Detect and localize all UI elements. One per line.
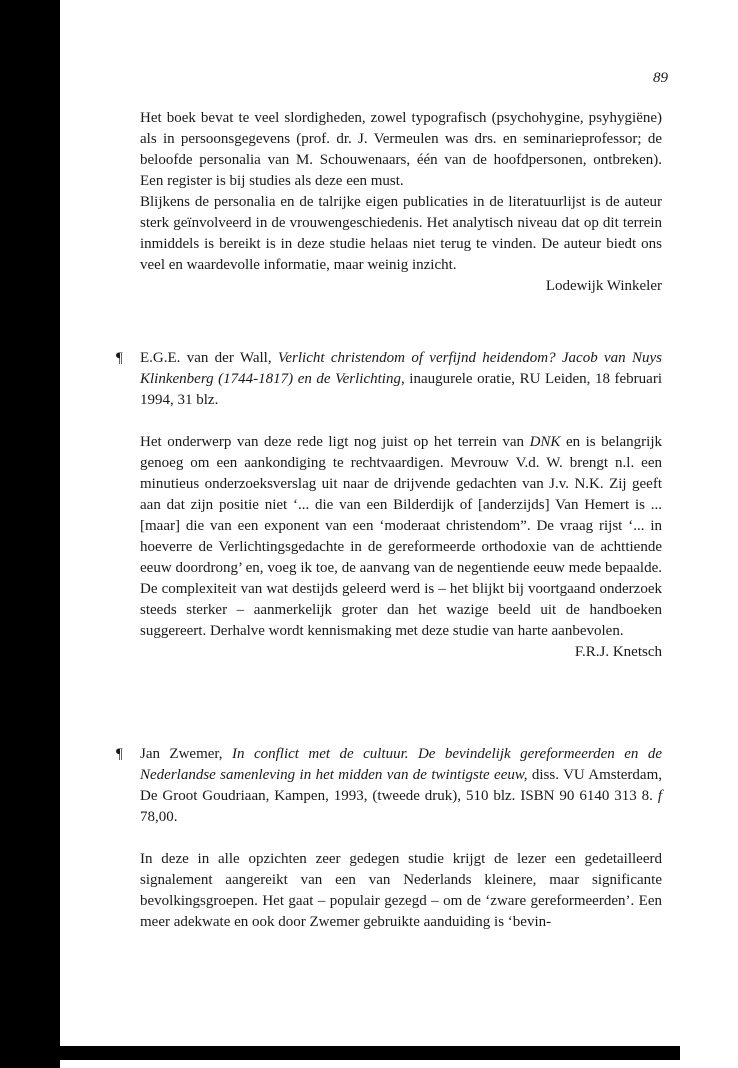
entry-details: diss. VU Amsterdam, De Groot Goudriaan, Kampen, 1993, (tweede druk), 510 blz. ISBN 90 6140 313 8.	[140, 767, 662, 804]
pilcrow-icon: ¶	[116, 350, 123, 366]
reviewer-signature: F.R.J. Knetsch	[574, 644, 662, 660]
scan-bottom-edge	[60, 1046, 680, 1060]
entry-van-der-wall	[116, 348, 662, 663]
entry-details: inaugurele oratie, RU Leiden, 18 februari 1994, 31 blz.	[140, 371, 662, 408]
review-text-dnk: DNK	[529, 434, 561, 450]
review-text-rest: en is belangrijk genoeg om een aankondiging te rechtvaardigen. Mevrouw V.d. W. brengt n.l. een minutieus onderzoeksverslag uit naar de drijvende gedachten van J.v. N.K. Zij geeft aan dat zijn positie niet ‘... die van een Bilderdijk of [anderzijds] Van Hemert is ... [maar] die van een exponent van een ‘moderaat christendom”. De vraag rijst ‘... in hoeverre de Verlichtingsgedachte in de gereformeerde orthodoxie van de achttiende eeuw doordrong’ en, voeg ik toe, de aanvang van de negentiende eeuw mede bepaalde. De complexiteit van wat destijds geleerd werd is – het blijkt bij voortgaand onderzoek steeds sterker – aanmerkelijk groter dan het wazige beeld uit de handboeken suggereert. Derhalve wordt kennismaking met deze studie van harte aanbevolen.	[140, 434, 662, 639]
entry-title: In conflict met de cultuur. De bevindelijk gereformeerden en de Nederlandse samenleving in het midden van de twintigste eeuw,	[140, 746, 662, 783]
review-text-1: Het boek bevat te veel slordigheden, zowel typografisch (psychohygine, psyhygiëne) als in persoonsgegevens (prof. dr. J. Vermeulen was drs. en seminarieprofessor; de beloofde personalia van M. Schouwenaars, één van de hoofdpersonen, ontbreken). Een register is bij studies als deze een must.	[140, 110, 662, 189]
entry-author: E.G.E. van der Wall,	[140, 350, 272, 366]
entry-author: Jan Zwemer,	[140, 746, 223, 762]
review-paragraph	[140, 432, 662, 642]
entry-price-symbol: f	[657, 788, 663, 804]
review-paragraph	[140, 108, 662, 276]
entry-zwemer	[116, 744, 663, 933]
review-text-start: Het onderwerp van deze rede ligt nog juist op het terrein van	[140, 434, 525, 450]
bibliographic-entry	[116, 348, 662, 411]
review-winkeler	[140, 108, 662, 297]
review-paragraph: In deze in alle opzichten zeer gedegen studie krijgt de lezer een gedetailleerd signalement aangereikt van een van Nederlands kleinere, maar significante bevolkingsgroepen. Het gaat – populair gezegd – om de ‘zware gereformeerden’. Een meer adekwate en ook door Zwemer gebruikte aanduiding is ‘bevin-	[140, 851, 662, 930]
reviewer-signature: Lodewijk Winkeler	[545, 278, 662, 294]
page-number: 89	[653, 70, 668, 86]
bibliographic-entry	[116, 744, 663, 828]
scan-left-edge	[0, 0, 60, 1068]
review-text-2: Blijkens de personalia en de talrijke eigen publicaties in de literatuurlijst is de auteur sterk geïnvolveerd in de vrouwengeschiedenis. Het analytisch niveau dat op dit terrein inmiddels is bereikt is in deze studie helaas niet terug te vinden. De auteur biedt ons veel en waardevolle informatie, maar weinig inzicht.	[140, 194, 662, 273]
entry-price: 78,00.	[140, 809, 178, 825]
pilcrow-icon: ¶	[116, 746, 123, 762]
entry-title: Verlicht christendom of verfijnd heidendom? Jacob van Nuys Klinkenberg (1744-1817) en de Verlichting,	[140, 350, 662, 387]
